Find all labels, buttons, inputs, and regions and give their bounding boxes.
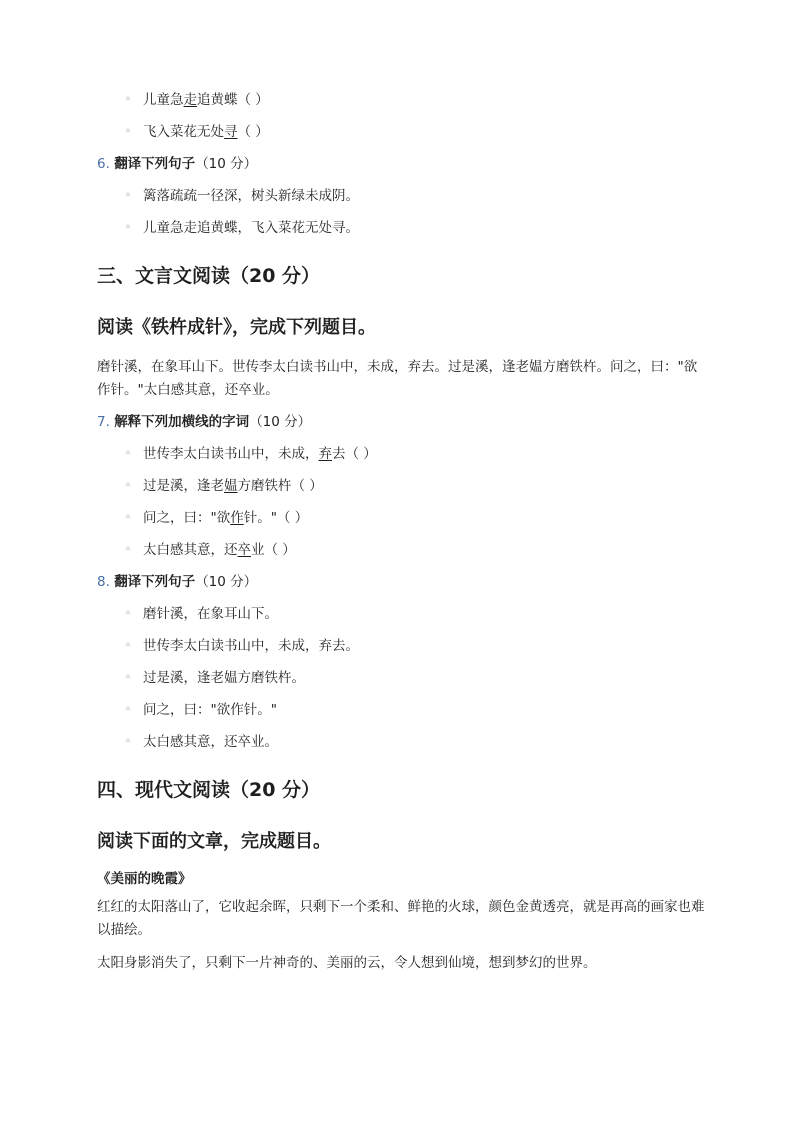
section-4-heading: 四、现代文阅读（20 分）	[97, 779, 321, 801]
bullet-icon: ◦	[125, 512, 131, 523]
list-item: ◦ 磨针溪，在象耳山下。	[125, 606, 278, 622]
section-4-subheading: 阅读下面的文章，完成题目。	[97, 831, 331, 852]
bullet-icon: ◦	[125, 480, 131, 491]
question-8: 8. 翻译下列句子（10 分）	[97, 574, 258, 590]
bullet-icon: ◦	[125, 640, 131, 651]
bullet-icon: ◦	[125, 544, 131, 555]
list-item: ◦ 儿童急走追黄蝶（ ）	[125, 92, 269, 108]
bullet-icon: ◦	[125, 222, 131, 233]
document-page	[97, 90, 707, 981]
list-item: ◦ 世传李太白读书山中，未成，弃去（ ）	[125, 446, 377, 462]
bullet-icon: ◦	[125, 448, 131, 459]
section-3-heading: 三、文言文阅读（20 分）	[97, 265, 321, 287]
bullet-icon: ◦	[125, 190, 131, 201]
list-item: ◦ 太白感其意，还卒业（ ）	[125, 542, 296, 558]
list-item: ◦ 儿童急走追黄蝶，飞入菜花无处寻。	[125, 220, 359, 236]
list-item: ◦ 问之，曰："欲作针。"	[125, 702, 277, 718]
article-paragraph: 太阳身影消失了，只剩下一片神奇的、美丽的云，令人想到仙境，想到梦幻的世界。	[97, 955, 597, 971]
list-item: ◦ 过是溪，逢老媪方磨铁杵（ ）	[125, 478, 323, 494]
bullet-icon: ◦	[125, 672, 131, 683]
section-3-subheading: 阅读《铁杵成针》，完成下列题目。	[97, 317, 376, 338]
passage-text: 磨针溪，在象耳山下。世传李太白读书山中，未成，弃去。过是溪，逢老媪方磨铁杵。问之，曰："欲作针。"太白感其意，还卒业。	[97, 359, 698, 398]
question-7: 7. 解释下列加横线的字词（10 分）	[97, 414, 312, 430]
bullet-icon: ◦	[125, 704, 131, 715]
bullet-icon: ◦	[125, 736, 131, 747]
bullet-icon: ◦	[125, 94, 131, 105]
list-item: ◦ 飞入菜花无处寻（ ）	[125, 124, 269, 140]
list-item: ◦ 世传李太白读书山中，未成，弃去。	[125, 638, 359, 654]
bullet-icon: ◦	[125, 608, 131, 619]
question-6: 6. 翻译下列句子（10 分）	[97, 156, 258, 172]
article-paragraph: 红红的太阳落山了，它收起余晖，只剩下一个柔和、鲜艳的火球，颜色金黄透亮，就是再高的画家也难以描绘。	[97, 899, 705, 938]
article-title: 《美丽的晚霞》	[97, 871, 192, 887]
list-item: ◦ 问之，曰："欲作针。"（ ）	[125, 510, 309, 526]
list-item: ◦ 过是溪，逢老媪方磨铁杵。	[125, 670, 305, 686]
list-item: ◦ 篱落疏疏一径深，树头新绿未成阴。	[125, 188, 359, 204]
list-item: ◦ 太白感其意，还卒业。	[125, 734, 278, 750]
bullet-icon: ◦	[125, 126, 131, 137]
